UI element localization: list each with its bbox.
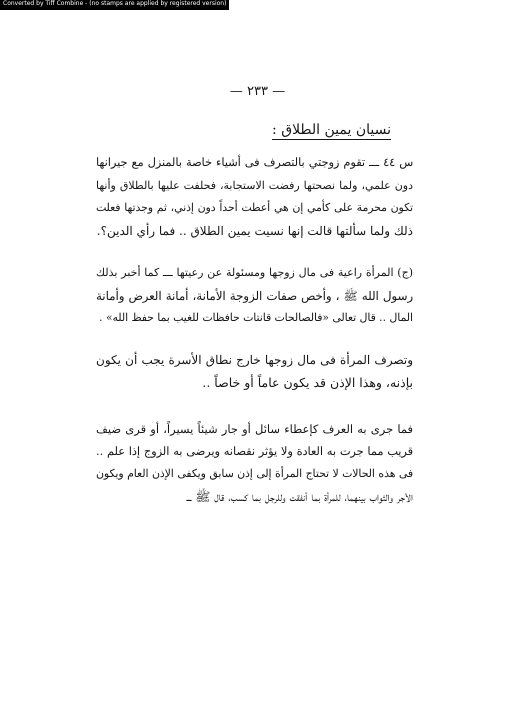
text-line: فى هذه الحالات لا تحتاج المرأة إلى إذن سابق ويكفى الإذن العام ويكون <box>96 467 413 480</box>
section-heading-text: نسيان يمين الطلاق : <box>272 122 391 138</box>
section-heading <box>272 122 391 138</box>
text-line: س ٤٤ ـــ تقوم زوجتي بالتصرف فى أشياء خاصة بالمنزل مع جيرانها <box>96 156 414 169</box>
text-line: (ج) المرأة راعية فى مال زوجها ومسئولة عن رعيتها ـــ كما أخبر بذلك <box>96 266 413 279</box>
text-line: رسول الله ﷺ ، وأخص صفات الزوجة الأمانة، أمانة العرض وأمانة <box>96 288 413 303</box>
question-paragraph <box>96 152 413 242</box>
custom-paragraph <box>96 418 413 508</box>
text-line: قريب مما جرت به العادة ولا يؤثر نقصانه ويرضى به الزوج إذا علم .. <box>96 444 413 458</box>
permission-paragraph <box>96 349 413 394</box>
text-line: دون علمي، ولما نصحتها رفضت الاستجابة، فحلفت عليها بالطلاق وأنها <box>96 178 413 192</box>
text-line: المال .. قال تعالى «فالصالحات قانتات حافظات للغيب بما حفظ الله» . <box>99 311 413 324</box>
answer-paragraph <box>96 262 413 330</box>
text-line: وتصرف المرأة فى مال زوجها خارج نطاق الأسرة يجب أن يكون <box>96 353 413 367</box>
text-line: الأجر والثواب بينهما، للمرأة بما أنفقت وللرجل بما كسب، قال ﷺ ـــ <box>186 488 413 504</box>
text-line: بإذنه، وهذا الإذن قد يكون عاماً أو خاصاً .. <box>202 374 413 390</box>
text-line: ذلك ولما سألتها قالت إنها نسيت يمين الطلاق .. فما رأي الدين؟. <box>96 223 413 238</box>
converter-banner: Converted by Tiff Combine - (no stamps are applied by registered version) <box>0 0 229 10</box>
text-line: تكون محرمة على كأمي إن هي أعطت أحداً دون إذني، ثم وجدتها فعلت <box>96 201 413 214</box>
page-number: — ٢٣٣ — <box>229 84 286 99</box>
text-line: فما جرى به العرف كإعطاء سائل أو جار شيئاً يسيراً، أو قرى ضيف <box>96 422 413 436</box>
